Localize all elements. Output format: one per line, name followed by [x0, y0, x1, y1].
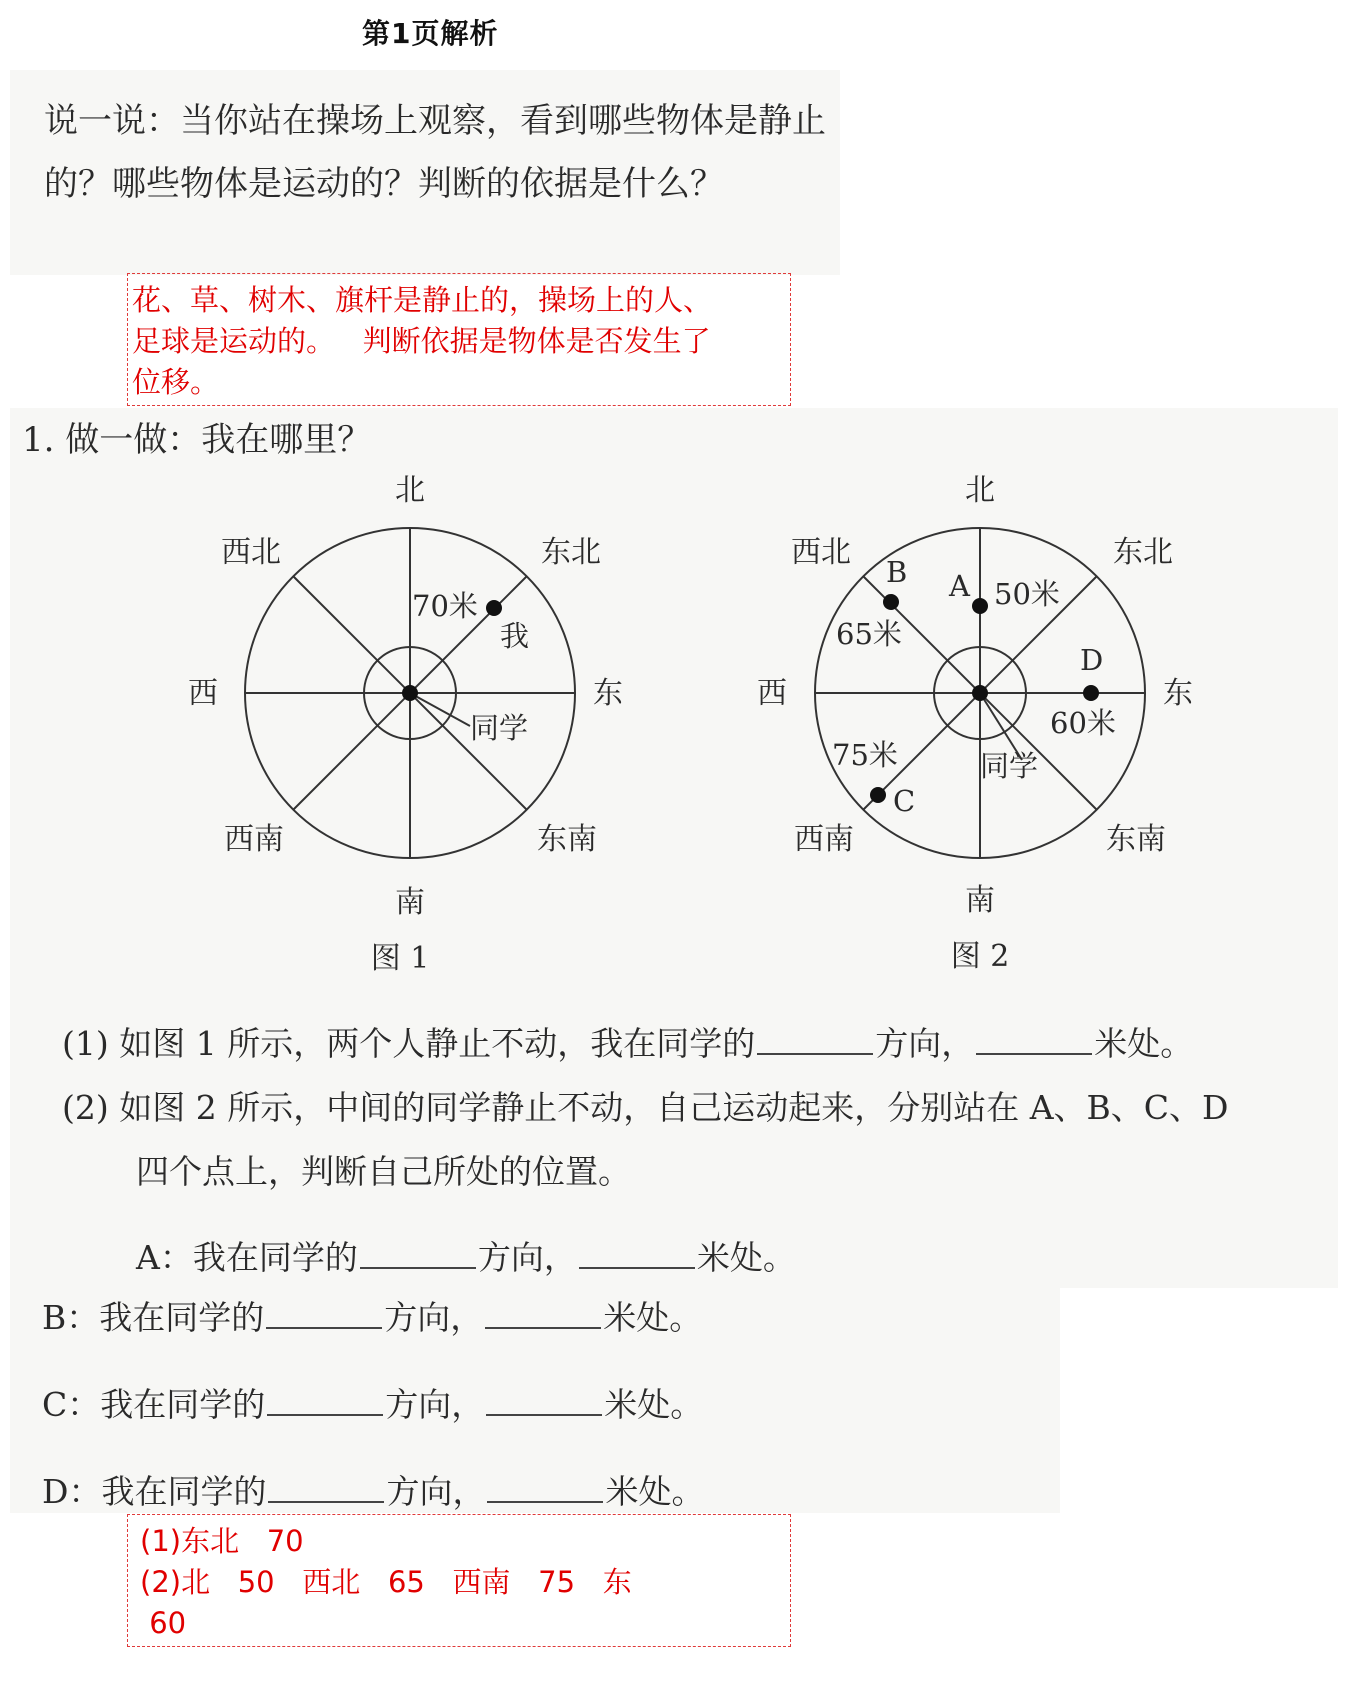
- compass-figures: [0, 450, 1348, 1000]
- fig2-label-southwest: 西南: [794, 822, 854, 857]
- row-d-direction-blank[interactable]: [268, 1473, 384, 1503]
- fig2-point-b-distance: 65米: [836, 617, 902, 651]
- row-suffix: 米处。: [603, 1298, 703, 1337]
- fig1-me-dot: [486, 600, 502, 616]
- fig2-point-a-distance: 50米: [994, 577, 1060, 611]
- fig2-point-a-name: A: [949, 569, 970, 603]
- q1-prefix: (1) 如图 1 所示，两个人静止不动，我在同学的: [62, 1024, 756, 1063]
- fig1-classmate-label: 同学: [470, 711, 529, 745]
- exercise-answer-box: [127, 1514, 791, 1647]
- row-mid: 方向，: [385, 1385, 485, 1424]
- fig2-classmate-label: 同学: [980, 749, 1039, 783]
- fig1-label-southwest: 西南: [224, 822, 284, 857]
- fig1-label-east: 东: [593, 676, 623, 711]
- row-c: [42, 1379, 703, 1426]
- answer-line: 花、草、树木、旗杆是静止的，操场上的人、: [132, 283, 713, 317]
- fig2-center-dot: [972, 685, 988, 701]
- fig1-label-west: 西: [188, 676, 218, 711]
- row-c-distance-blank[interactable]: [486, 1386, 602, 1416]
- row-suffix: 米处。: [604, 1385, 704, 1424]
- q1-distance-blank[interactable]: [976, 1025, 1092, 1055]
- fig2-point-d-distance: 60米: [1050, 706, 1116, 740]
- row-a-distance-blank[interactable]: [579, 1239, 695, 1269]
- row-mid: 方向，: [477, 1238, 577, 1277]
- fig1-center-dot: [402, 685, 418, 701]
- question-2-line-1: (2) 如图 2 所示，中间的同学静止不动，自己运动起来，分别站在 A、B、C、D: [62, 1088, 1229, 1127]
- row-prefix: B：我在同学的: [42, 1298, 265, 1337]
- row-d-distance-blank[interactable]: [487, 1473, 603, 1503]
- row-a-direction-blank[interactable]: [360, 1239, 476, 1269]
- page-title: 第1页解析: [362, 17, 499, 50]
- row-b-direction-blank[interactable]: [266, 1299, 382, 1329]
- fig2-label-north: 北: [965, 473, 995, 508]
- row-b: [42, 1292, 702, 1339]
- fig1-label-south: 南: [395, 885, 425, 920]
- row-mid: 方向，: [386, 1472, 486, 1511]
- answer-line: 60: [140, 1606, 187, 1640]
- q1-mid: 方向，: [875, 1024, 975, 1063]
- fig2-point-b-name: B: [886, 555, 908, 589]
- discussion-question: 说一说：当你站在操场上观察，看到哪些物体是静止的？哪些物体是运动的？判断的依据是什么？: [44, 101, 826, 204]
- fig2-label-east: 东: [1163, 676, 1193, 711]
- fig2-label-northeast: 东北: [1113, 535, 1173, 570]
- row-suffix: 米处。: [696, 1238, 796, 1277]
- fig1-caption: 图 1: [370, 941, 430, 976]
- row-c-direction-blank[interactable]: [267, 1386, 383, 1416]
- fig2-point-c-dot: [870, 787, 886, 803]
- answer-line: 足球是运动的。 判断依据是物体是否发生了: [132, 324, 711, 358]
- q1-direction-blank[interactable]: [757, 1025, 873, 1055]
- fig1-label-north: 北: [395, 473, 425, 508]
- row-mid: 方向，: [384, 1298, 484, 1337]
- fig1-me-label: 我: [500, 619, 530, 653]
- fig2-label-northwest: 西北: [791, 535, 851, 570]
- row-a: [136, 1232, 796, 1279]
- fig1-label-northeast: 东北: [541, 535, 601, 570]
- fig2-point-a-dot: [972, 598, 988, 614]
- fig1-label-northwest: 西北: [221, 535, 281, 570]
- fig2-label-south: 南: [965, 883, 995, 918]
- row-prefix: A：我在同学的: [136, 1238, 358, 1277]
- fig2-point-d-name: D: [1080, 643, 1104, 677]
- answer-line: 位移。: [132, 365, 220, 399]
- fig1-distance-label: 70米: [412, 589, 478, 623]
- q1-suffix: 米处。: [1094, 1024, 1194, 1063]
- fig2-label-southeast: 东南: [1106, 822, 1166, 857]
- fig1-label-southeast: 东南: [537, 822, 597, 857]
- fig2-point-b-dot: [883, 594, 899, 610]
- row-prefix: C：我在同学的: [42, 1385, 266, 1424]
- fig2-point-c-distance: 75米: [832, 738, 898, 772]
- fig2-point-d-dot: [1083, 685, 1099, 701]
- discussion-answer-box: [127, 273, 791, 406]
- row-d: [42, 1466, 704, 1513]
- fig2-label-west: 西: [757, 676, 787, 711]
- answer-line: (2)北 50 西北 65 西南 75 东: [140, 1565, 632, 1599]
- fig2-caption: 图 2: [950, 939, 1010, 974]
- row-prefix: D：我在同学的: [42, 1472, 267, 1511]
- question-2-line-2: 四个点上，判断自己所处的位置。: [136, 1152, 631, 1191]
- row-suffix: 米处。: [605, 1472, 705, 1511]
- row-b-distance-blank[interactable]: [485, 1299, 601, 1329]
- fig2-point-c-name: C: [893, 784, 916, 818]
- question-1: [62, 1018, 1193, 1065]
- answer-line: (1)东北 70: [140, 1524, 304, 1558]
- exercise-heading: 1. 做一做：我在哪里？: [22, 420, 372, 460]
